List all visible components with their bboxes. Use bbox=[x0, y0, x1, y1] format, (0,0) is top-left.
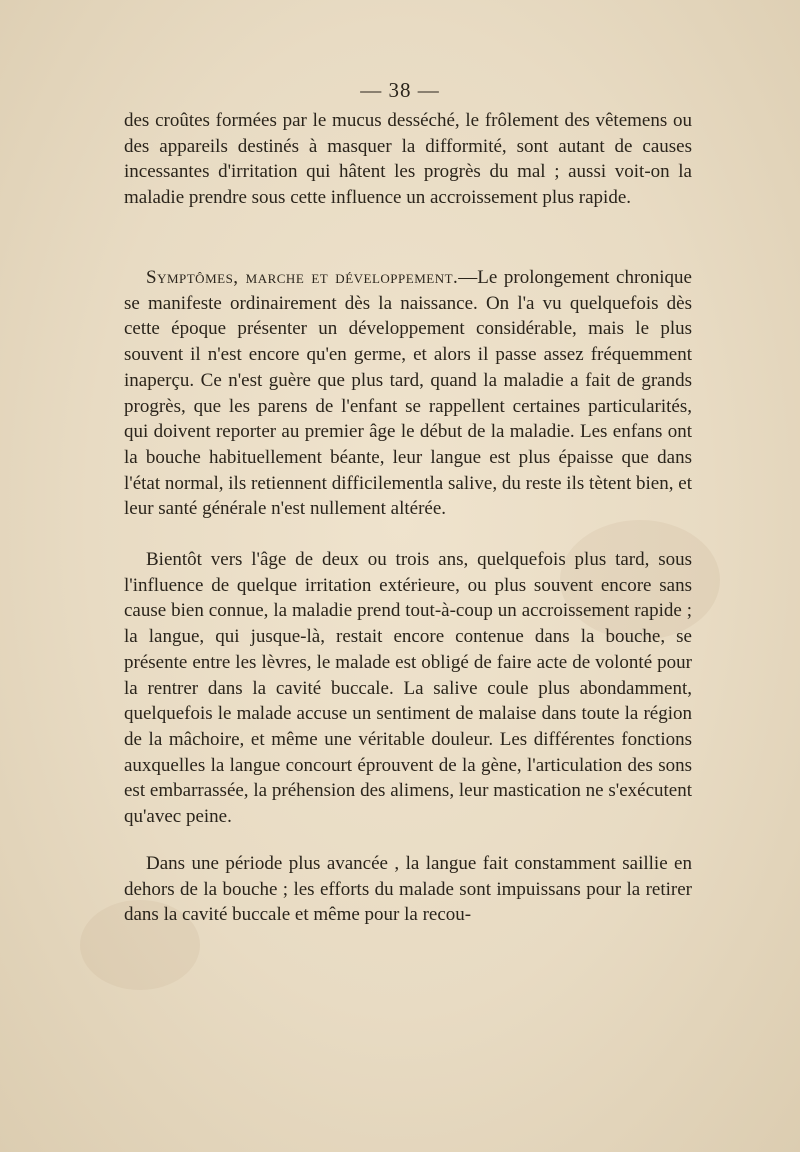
paragraph-continuation bbox=[124, 108, 692, 211]
paragraph-body: —Le prolongement chronique se manifeste ordinairement dès la naissance. On l'a vu quelquefois dès cette époque présenter un développement considérable, mais le plus souvent il n'est encore qu'en germe, et alors il passe assez fréquemment inaperçu. Ce n'est guère que plus tard, quand la maladie a fait de grands progrès, que les parens de l'enfant se rappellent certaines particularités, qui doivent reporter au premier âge le début de la maladie. Les enfans ont la bouche habituellement béante, leur langue est plus épaisse que dans l'état normal, ils retiennent difficilementla salive, du reste ils tètent bien, et leur santé générale n'est nullement altérée. bbox=[124, 267, 692, 520]
page-number: — 38 — bbox=[360, 78, 440, 102]
paragraph-text: Dans une période plus avancée , la langue fait constamment saillie en dehors de la bouche ; les efforts du malade sont impuissans pour la retirer dans la cavité buccale et même pour la recou- bbox=[124, 853, 692, 926]
paragraph-advanced-stage bbox=[124, 851, 692, 928]
paragraph-text: Bientôt vers l'âge de deux ou trois ans, quelquefois plus tard, sous l'influence de quelque irritation extérieure, ou plus souvent encore sans cause bien connue, la maladie prend tout-à-coup un accroissement rapide ; la langue, qui jusque-là, restait encore contenue dans la bouche, se présente entre les lèvres, le malade est obligé de faire acte de volonté pour la rentrer dans la cavité buccale. La salive coule plus abondamment, quelquefois le malade accuse un sentiment de malaise dans toute la région de la mâchoire, et même une véritable douleur. Les différentes fonctions auxquelles la langue concourt éprouvent de la gène, l'articulation des sons est embarrassée, la préhension des alimens, leur mastication ne s'exécutent qu'avec peine. bbox=[124, 549, 692, 828]
paragraph-text: des croûtes formées par le mucus desséché, le frôlement des vêtemens ou des appareils destinés à masquer la difformité, sont autant de causes incessantes d'irritation qui hâtent les progrès du mal ; aussi voit-on la maladie prendre sous cette influence un accroissement plus rapide. bbox=[124, 110, 692, 209]
paragraph-symptoms bbox=[124, 265, 692, 522]
paragraph-text bbox=[124, 265, 692, 522]
section-heading: Symptômes, marche et développement. bbox=[146, 267, 459, 288]
paragraph-progression bbox=[124, 547, 692, 830]
